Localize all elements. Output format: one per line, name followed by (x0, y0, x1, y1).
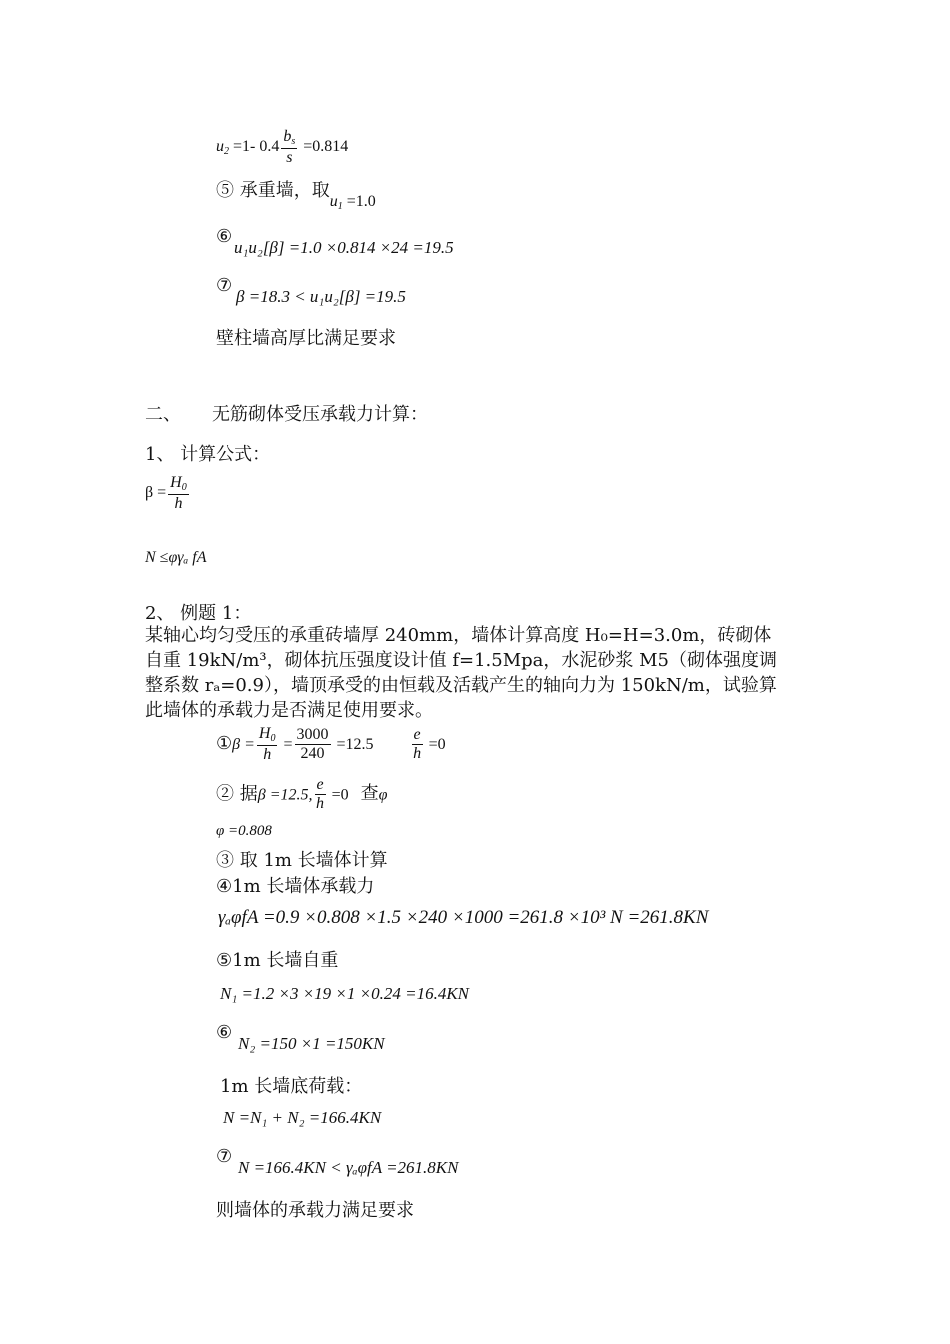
e-over-h-fraction-step1 (412, 726, 423, 764)
step4-text: ④1m 长墙体承载力 (216, 876, 375, 897)
u2-eq-start: =1- 0.4 (229, 138, 280, 156)
u1-var-sub: 1 (337, 201, 343, 212)
problem-statement: 某轴心均匀受压的承重砖墙厚 240mm，墙体计算高度 H₀=H=3.0m，砖砌体自重 19kN/m³，砌体抗压强度设计值 f=1.5Mpa，水泥砂浆 M5（砌体强度调整系数 rₐ=0.9），墙顶承受的由恒载及活载产生的轴向力为 150kN/m，试验算此墙体的承载力是否满足使用要求。 (145, 625, 778, 721)
final-comparison-formula: N =166.4KN < γₐφfA =261.8KN (238, 1158, 459, 1177)
e-den: h (413, 744, 422, 762)
u2-result: =0.814 (299, 138, 349, 156)
s-var: s (286, 148, 293, 166)
e-num-2: e (315, 776, 326, 795)
n2-formula: N₂ =150 ×1 =150KN (238, 1034, 385, 1053)
h0-num: H (258, 725, 271, 742)
u1-value: =1.0 (342, 193, 376, 210)
e-num: e (412, 726, 423, 745)
step6-marker-2: ⑥ (216, 1022, 233, 1043)
3000-over-240-fraction (295, 726, 331, 764)
240-den: 240 (300, 744, 325, 762)
beta-formula (145, 474, 191, 513)
h-var: h (174, 494, 183, 512)
phi-symbol: φ (378, 786, 388, 804)
step2-label: ② 据 (216, 783, 258, 805)
step6-formula: u₁u₂[β] =1.0 ×0.814 ×24 =19.5 (234, 238, 454, 257)
phi-value: φ =0.808 (216, 823, 272, 839)
step2-beta: β =12.5, (257, 786, 313, 804)
section2-heading: 无筋砌体受压承载力计算： (212, 404, 428, 425)
h0-over-h-fraction (168, 474, 189, 513)
u2-var: u (216, 138, 224, 156)
u2-var-sub: 2 (224, 146, 229, 158)
n-total-formula: N =N₁ + N₂ =166.4KN (223, 1108, 382, 1127)
beta-lhs: β = (145, 484, 167, 502)
h0-over-h-fraction-step1 (257, 725, 278, 764)
h0-var: H (170, 474, 182, 491)
bs-var-sub: s (291, 136, 296, 147)
lookup-label: 查 (360, 783, 379, 805)
step7-formula: β =18.3 < u₁u₂[β] =19.5 (236, 287, 406, 306)
step1-marker: ① (216, 732, 233, 754)
section2-number: 二、 (145, 404, 181, 425)
bs-over-s-fraction (281, 128, 297, 167)
u2-formula (216, 128, 348, 167)
bs-var: b (283, 128, 292, 145)
step2-line (216, 776, 388, 814)
final-conclusion: 则墙体的承载力满足要求 (216, 1200, 414, 1221)
capacity-inequality: N ≤φγₐ fA (145, 549, 207, 566)
step6-marker: ⑥ (216, 226, 233, 247)
step1-line: ①β = $\frac{H_0}{h}$ = $\frac{3000}{240}$ =12.5 $\frac{e}{h}$ =0 (216, 725, 446, 763)
step7-marker: ⑦ (216, 275, 233, 296)
capacity-formula: γₐφfA =0.9 ×0.808 ×1.5 ×240 ×1000 =261.8 ×10³ N =261.8KN (218, 907, 709, 928)
subsection2-heading: 2、 例题 1： (145, 603, 252, 624)
base-load-label: 1m 长墙底荷载： (220, 1076, 363, 1097)
e-over-h-fraction-step2 (315, 776, 326, 814)
subsection1-heading: 1、 计算公式： (145, 444, 271, 465)
n1-formula: N₁ =1.2 ×3 ×19 ×1 ×0.24 =16.4KN (220, 984, 470, 1003)
e-result: =0 (424, 735, 446, 753)
h0-var-sub: 0 (181, 482, 187, 493)
step1-beta: β = (232, 735, 255, 753)
part1-conclusion: 壁柱墙高厚比满足要求 (216, 328, 396, 349)
3000-num: 3000 (295, 726, 331, 745)
u1-var: u (329, 193, 338, 210)
h-den: h (263, 745, 272, 763)
step2-e-result: =0 (327, 786, 349, 804)
step3-text: ③ 取 1m 长墙体计算 (216, 850, 388, 871)
step7-marker-2: ⑦ (216, 1146, 233, 1167)
step5-label: ⑤ 承重墙，取 (216, 180, 330, 201)
step5-text: ⑤1m 长墙自重 (216, 950, 339, 971)
step5-line (216, 176, 376, 212)
h0-num-sub: 0 (270, 733, 276, 744)
step1-result: =12.5 (332, 735, 374, 753)
e-den-2: h (316, 795, 325, 813)
